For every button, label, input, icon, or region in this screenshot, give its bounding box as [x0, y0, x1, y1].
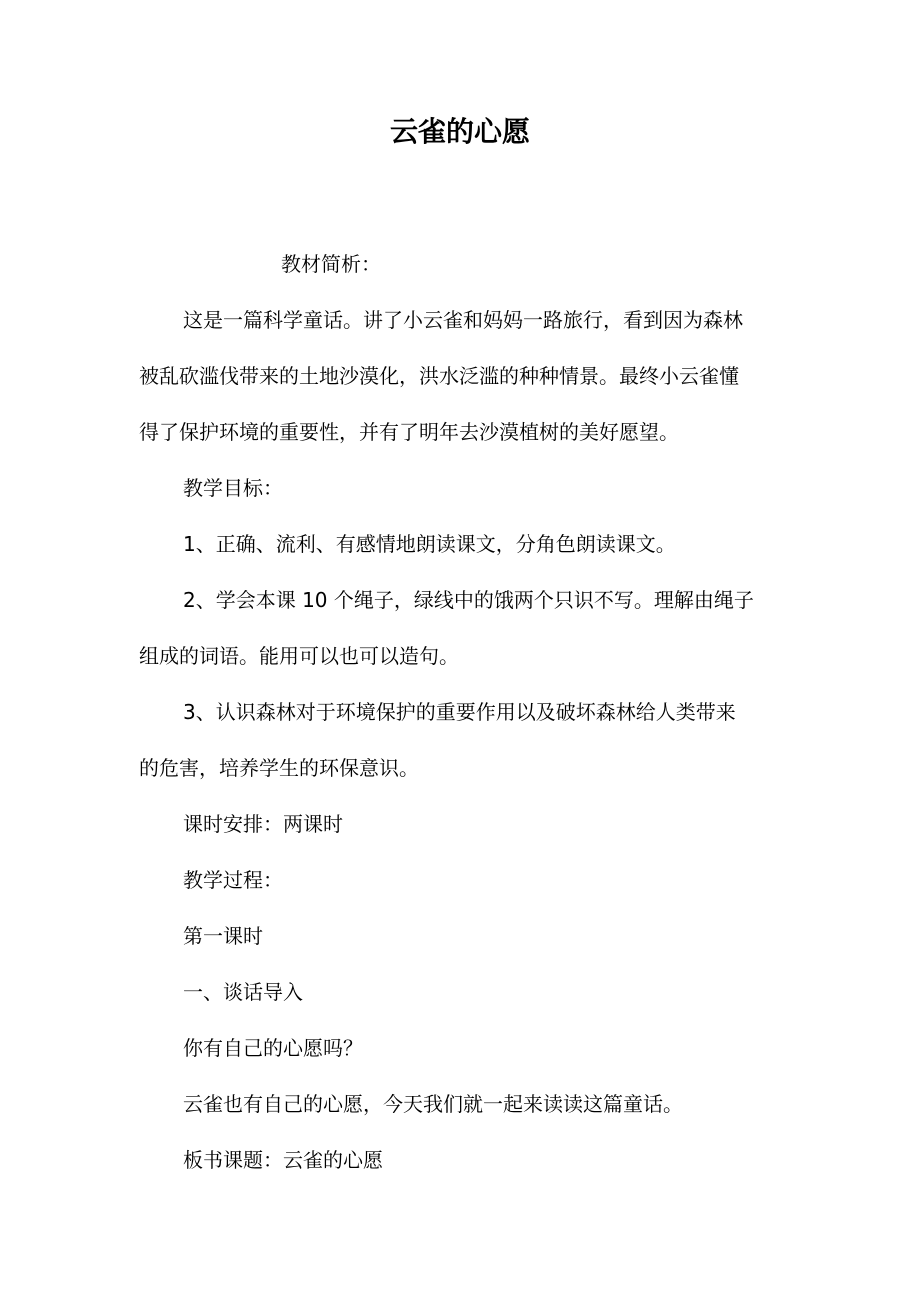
paragraph-line: 板书课题：云雀的心愿: [183, 1148, 383, 1172]
section-heading-teaching-process: 教学过程：: [183, 868, 283, 892]
lesson-heading: 第一课时: [183, 924, 263, 948]
goal-item: 2、学会本课 10 个绳子，绿线中的饿两个只识不写。理解由绳子: [183, 588, 754, 612]
paragraph-line: 你有自己的心愿吗？: [183, 1036, 363, 1060]
section-heading-material-analysis: 教材简析：: [281, 252, 381, 276]
goal-item: 1、正确、流利、有感情地朗读课文，分角色朗读课文。: [183, 532, 676, 556]
paragraph-line: 云雀也有自己的心愿，今天我们就一起来读读这篇童话。: [183, 1092, 683, 1116]
document-title: 云雀的心愿: [389, 115, 530, 148]
paragraph-line: 被乱砍滥伐带来的土地沙漠化，洪水泛滥的种种情景。最终小云雀懂: [139, 364, 739, 388]
paragraph-line: 得了保护环境的重要性，并有了明年去沙漠植树的美好愿望。: [139, 420, 679, 444]
goal-item: 3、认识森林对于环境保护的重要作用以及破坏森林给人类带来: [183, 700, 736, 724]
step-heading: 一、谈话导入: [183, 980, 303, 1004]
paragraph-line: 这是一篇科学童话。讲了小云雀和妈妈一路旅行，看到因为森林: [183, 308, 743, 332]
goal-item-continuation: 的危害，培养学生的环保意识。: [139, 756, 419, 780]
section-heading-teaching-goals: 教学目标：: [183, 476, 283, 500]
goal-item-continuation: 组成的词语。能用可以也可以造句。: [139, 644, 459, 668]
schedule-line: 课时安排：两课时: [183, 812, 343, 836]
